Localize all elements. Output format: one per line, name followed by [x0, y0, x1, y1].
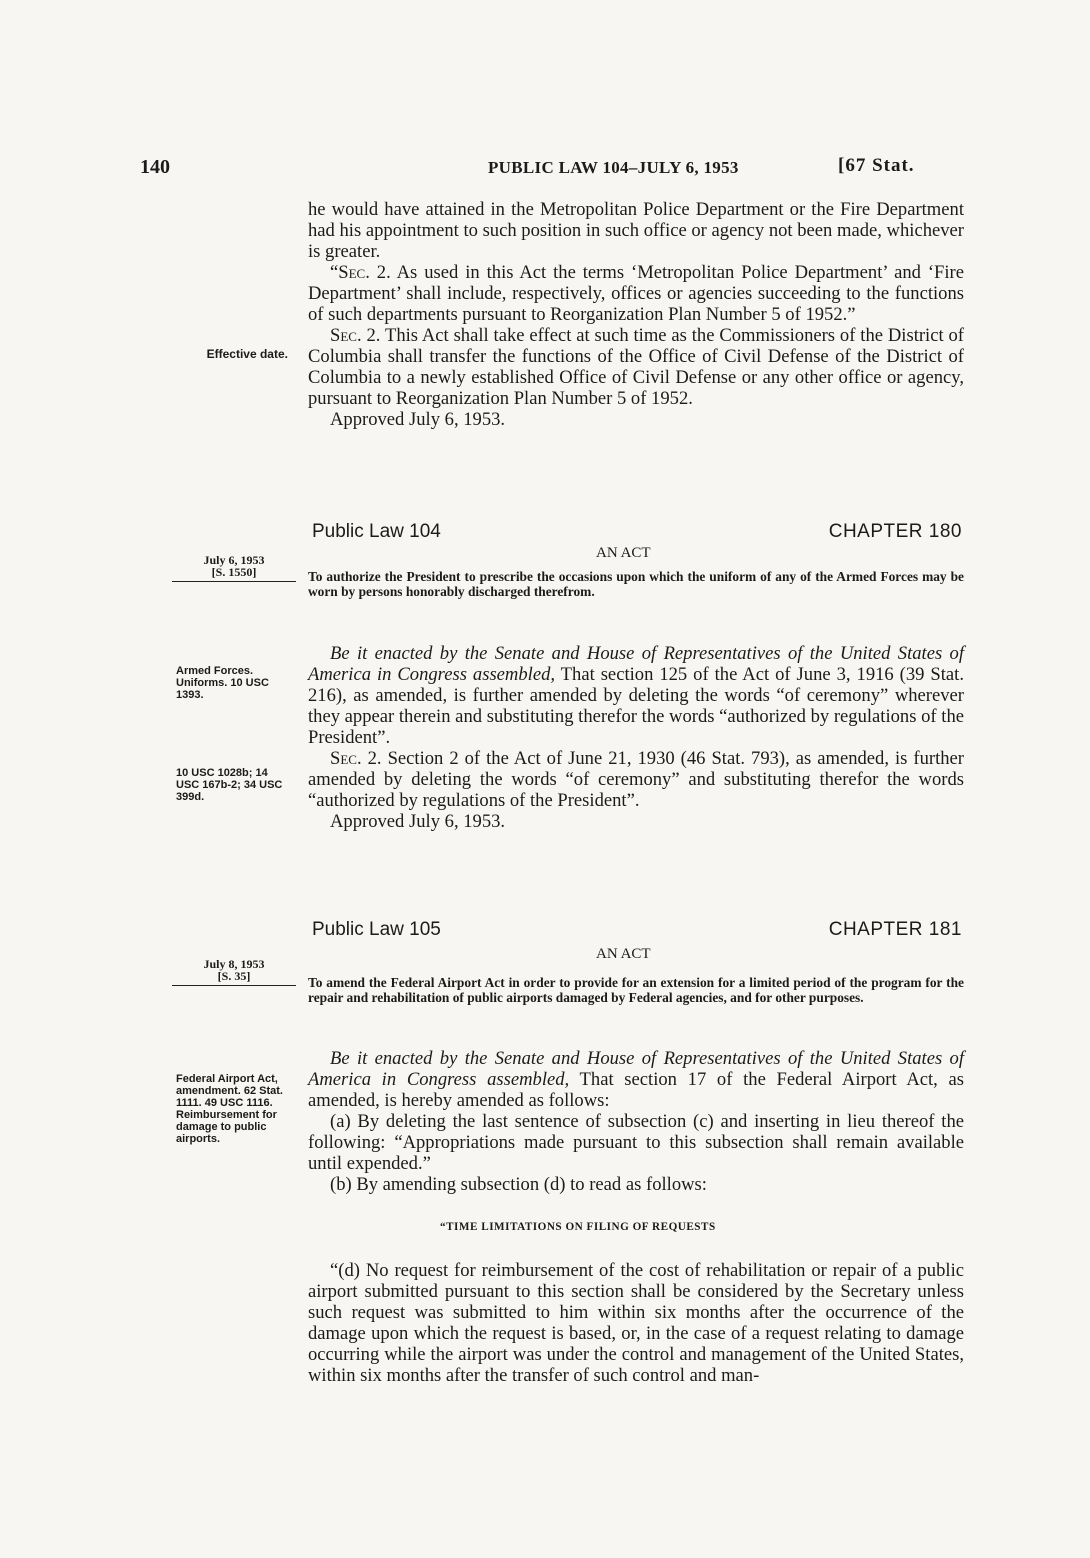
enacting-formula: Be it enacted by the Senate and House of Representatives of the United States of America in Congress assembled, — [308, 1048, 964, 1090]
paragraph: “(d) No request for reimbursement of the cost of rehabilitation or repair of a public airport submitted pursuant to this section shall be considered by the Secretary unless such request was submitted to him within six months after the occurrence of the damage upon which the request is based, or, in the case of a request relating to damage occurring while the airport was under the control and management of the United States, within six months after the transfer of such control and man- — [308, 1260, 964, 1386]
paragraph: (a) By deleting the last sentence of subsection (c) and inserting in lieu thereof the following: “Appropriations made pursuant to this subsection shall remain available until expended.” — [308, 1111, 964, 1174]
bill-number: [S. 35] — [217, 969, 251, 983]
paragraph: he would have attained in the Metropolitan Police Department or the Fire Department had his appointment to such position in such office or agency not been made, whichever is greater. — [308, 199, 964, 262]
law104-body — [308, 643, 964, 832]
page-number: 140 — [140, 156, 170, 178]
chapter-number: CHAPTER 180 — [828, 521, 962, 542]
subsection-heading: “TIME LIMITATIONS ON FILING OF REQUESTS — [440, 1221, 716, 1233]
margin-note-armed-forces: Armed Forces. Uniforms. 10 USC 1393. — [176, 665, 269, 701]
paragraph-text: As used in this Act the terms ‘Metropolitan Police Department’ and ‘Fire Department’ shall include, respectively, offices or agencies succeeding to the functions of such departments pursuant to Reorganization Plan Number 5 of 1952.” — [308, 262, 964, 325]
date-text: July 6, 1953 — [203, 553, 265, 567]
date-text: July 8, 1953 — [203, 957, 265, 971]
enactment-date — [172, 958, 296, 986]
law105-body — [308, 1048, 964, 1195]
approval-line: Approved July 6, 1953. — [330, 811, 506, 832]
paragraph — [308, 748, 964, 811]
divider — [172, 581, 296, 582]
section-label: Sec. 2. — [330, 748, 382, 769]
enactment-date — [172, 554, 296, 582]
chapter-number: CHAPTER 181 — [828, 919, 962, 940]
section-label: Sec. 2. — [330, 325, 381, 346]
bill-number: [S. 1550] — [211, 565, 257, 579]
act-title: To authorize the President to prescribe the occasions upon which the uniform of any of the Armed Forces may be worn by persons honorably discharged therefrom. — [308, 569, 964, 599]
an-act-heading: AN ACT — [596, 946, 651, 962]
an-act-heading: AN ACT — [596, 545, 651, 561]
paragraph-text: That section 17 of the Federal Airport Act, as amended, is hereby amended as follows: — [308, 1069, 964, 1111]
margin-note-federal-airport: Federal Airport Act, amendment. 62 Stat. 1111. 49 USC 1116. Reimbursement for damage to public airports. — [176, 1073, 283, 1145]
divider — [172, 985, 296, 986]
margin-note-usc-references: 10 USC 1028b; 14 USC 167b-2; 34 USC 399d. — [176, 767, 283, 803]
act-title: To amend the Federal Airport Act in order to provide for an extension for a limited period of the program for the repair and rehabilitation of public airports damaged by Federal agencies, and for other purposes. — [308, 975, 964, 1005]
law105-subsection-d — [308, 1260, 964, 1386]
paragraph-text: That section 125 of the Act of June 3, 1916 (39 Stat. 216), as amended, is further amended by deleting the words “of ceremony” wherever they appear therein and substituting therefor the words “authorized by regulations of the President”. — [308, 664, 964, 748]
margin-note-effective-date: Effective date. — [206, 347, 288, 361]
law-name: Public Law 104 — [312, 521, 441, 542]
paragraph — [308, 262, 964, 325]
approval-line: Approved July 6, 1953. — [330, 409, 506, 430]
enacting-clause — [308, 1048, 964, 1111]
enacting-formula: Be it enacted by the Senate and House of Representatives of the United States of America in Congress assembled, — [308, 643, 964, 685]
paragraph-text: Section 2 of the Act of June 21, 1930 (46 Stat. 793), as amended, is further amended by deleting the words “of ceremony” and substituting therefor the words “authorized by regulations of the President”. — [308, 748, 964, 811]
paragraph: (b) By amending subsection (d) to read as follows: — [330, 1174, 707, 1195]
section-label: “Sec. 2. — [330, 262, 391, 283]
statute-reference: [67 Stat. — [838, 155, 915, 176]
paragraph — [308, 325, 964, 409]
continuation-text — [308, 199, 964, 430]
running-header: PUBLIC LAW 104–JULY 6, 1953 — [488, 158, 739, 177]
law-name: Public Law 105 — [312, 919, 441, 940]
paragraph-text: This Act shall take effect at such time as the Commissioners of the District of Columbia shall transfer the functions of the Office of Civil Defense of the District of Columbia to a newly established Office of Civil Defense or any other office or agency, pursuant to Reorganization Plan Number 5 of 1952. — [308, 325, 964, 409]
enacting-clause — [308, 643, 964, 748]
